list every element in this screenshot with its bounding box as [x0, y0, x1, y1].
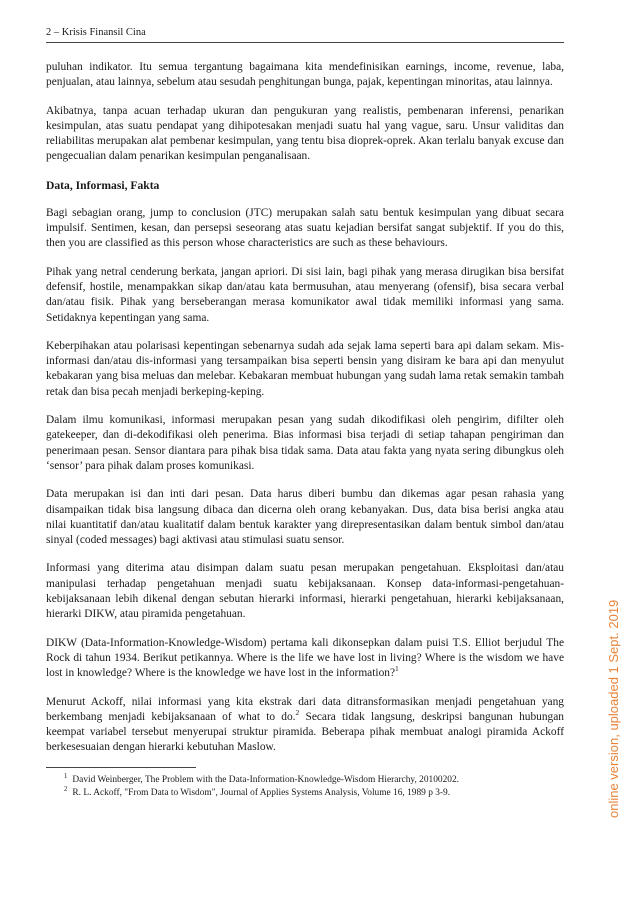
paragraph-text: DIKW (Data-Information-Knowledge-Wisdom) pertama kali dikonsepkan dalam puisi T.S. Elliot berjudul The Rock di tahun 1934. Berikut petikannya. Where is the life we have lost in living? Where is the wisdom we have lost in knowledge? Where is the knowledge we have lost in the information? [46, 636, 564, 680]
footnote-text: David Weinberger, The Problem with the Data-Information-Knowledge-Wisdom Hierarchy, 20100202. [72, 774, 459, 785]
footnote-divider [46, 767, 196, 768]
footnote-ref[interactable]: 1 [395, 664, 399, 674]
footnote-number: 1 [64, 772, 68, 780]
section-heading: Data, Informasi, Fakta [46, 178, 160, 192]
footnote-ref[interactable]: 2 [295, 708, 300, 717]
footnote [46, 787, 564, 800]
paragraph: Akibatnya, tanpa acuan terhadap ukuran dan pengukuran yang realistis, pembenaran inferensi, penarikan kesimpulan, atas suatu pendapat yang dihipotesakan menjadi suatu hal yang vague, saru. Unsur validitas dan reliabilitas merupakan alat pembenar kesimpulan, yang tentu bisa dioprek-oprek. Akan terlalu banyak excuse dan pengecualian dalam penarikan kesimpulan penganalisaan. [46, 104, 564, 163]
paragraph-with-footnote [46, 636, 564, 682]
footnote-number: 2 [64, 785, 68, 793]
paragraph: Data merupakan isi dan inti dari pesan. Data harus diberi bumbu dan dikemas agar pesan rahasia yang disampaikan tidak bisa langsung dibaca dan dicerna oleh orang kebanyakan. Dus, data bisa berisi angka atau nilai kuantitatif dan/atau kualitatif dalam bentuk karakter yang direpresentasikan dalam bentuk simbol dan/atau sinyal (coded messages) bagi aktivasi atau stimulasi suatu sensor. [46, 488, 564, 547]
paragraph-with-footnote [46, 695, 564, 756]
running-header [46, 26, 564, 43]
paragraph-text: Secara tidak langsung, deskripsi bangunan hubungan keempat variabel tersebut menyerupai struktur piramida. Beberapa pihak membuat analogi piramida Ackoff berkesesuaian dengan hierarki kebutuhan Maslow. [46, 710, 564, 754]
paragraph: Pihak yang netral cenderung berkata, jangan apriori. Di sisi lain, bagi pihak yang merasa dirugikan bisa bersifat defensif, hostile, menampakkan sikap dan/atau kata bermusuhan, atau menyerang (ofensif), bisa secara verbal dan/atau fisik. Pihak yang berseberangan merasa komunikator awal tidak memiliki informasi yang sama. Setidaknya kepentingan yang sama. [46, 265, 564, 324]
page-body [46, 60, 564, 800]
upload-watermark: online version, uploaded 1 Sept. 2019 [606, 599, 621, 818]
paragraph: Informasi yang diterima atau disimpan dalam suatu pesan merupakan pengetahuan. Eksploitasi dan/atau manipulasi terhadap pengetahuan menjadi suatu kebijaksanaan. Konsep data-informasi-pengetahuan-kebijaksanaan lebih dikenal dengan sebutan hierarki informasi, hierarki pengetahuan, hierarki kebijaksanaan, hierarki DIKW, atau piramida pengetahuan. [46, 562, 564, 621]
paragraph-text: Menurut Ackoff, nilai informasi yang kita ekstrak dari data ditransformasikan menjadi pengetahuan yang berkembang menjadi kebijaksanaan of what to do. [46, 695, 564, 723]
paragraph: puluhan indikator. Itu semua tergantung bagaimana kita mendefinisikan earnings, income, revenue, laba, penjualan, atau lainnya, sebelum atau sesudah penghitungan bunga, pajak, kepentingan minoritas, atau lainnya. [46, 61, 564, 89]
footnote-text: R. L. Ackoff, "From Data to Wisdom", Journal of Applies Systems Analysis, Volume 16, 1989 p 3-9. [72, 787, 451, 798]
paragraph: Dalam ilmu komunikasi, informasi merupakan pesan yang sudah dikodifikasi oleh pengirim, difilter oleh gatekeeper, dan di-dekodifikasi oleh penerima. Bias informasi bisa terjadi di setiap tahapan pengiriman dan penerimaan pesan. Sensor diantara para pihak bisa tidak sama. Data atau fakta yang nyata sering dibungkus oleh ‘sensor’ para pihak dalam proses komunikasi. [46, 414, 564, 472]
footnote [46, 774, 564, 787]
running-title: 2 – Krisis Finansil Cina [46, 27, 146, 38]
paragraph: Keberpihakan atau polarisasi kepentingan sebenarnya sudah ada sejak lama seperti bara api dalam sekam. Mis-informasi dan/atau dis-informasi yang tersampaikan bisa seperti bensin yang disiram ke bara api dan menyulut kebakaran yang bisa meluas dan melebar. Kebakaran membuat hubungan yang sudah lama retak semakin tambah retak dan bisa pecah menjadi berkeping-keping. [46, 339, 564, 398]
paragraph: Bagi sebagian orang, jump to conclusion (JTC) merupakan salah satu bentuk kesimpulan yang dibuat secara impulsif. Sentimen, kesan, dan persepsi seseorang atas suatu kejadian bersifat sangat subjektif. If you do this, then you are classified as this person whose characteristics are such as these behaviours. [46, 206, 564, 250]
